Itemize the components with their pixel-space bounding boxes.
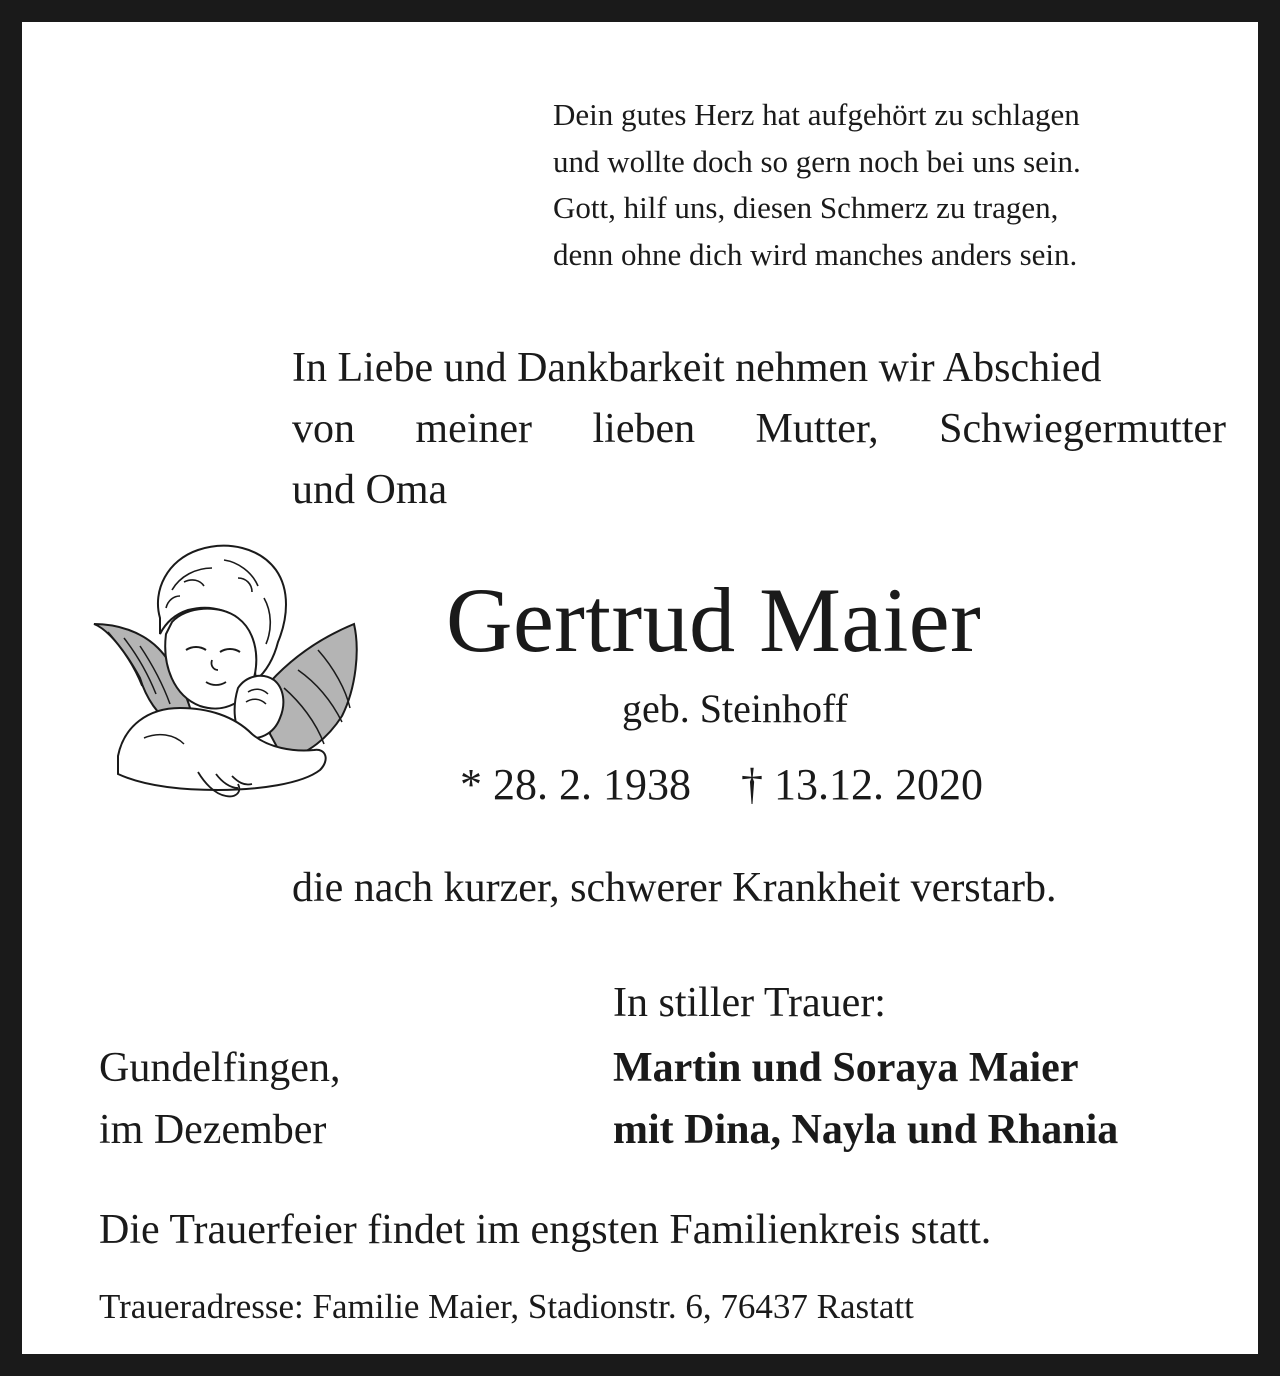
place-and-date [99,1037,340,1161]
poem-line: denn ohne dich wird manches anders sein. [553,236,1078,272]
intro-line: und Oma [292,467,448,513]
mourner-line: mit Dina, Nayla und Rhania [613,1107,1119,1153]
date-line: im Dezember [99,1107,327,1153]
cherub-angel-icon [88,538,368,808]
life-dates [460,757,983,813]
mourners-list [613,1037,1118,1161]
poem-line: Dein gutes Herz hat aufgehört zu schlagen [553,97,1080,132]
farewell-intro [292,338,1226,521]
mourning-label: In stiller Trauer: [613,980,886,1026]
maiden-name: geb. Steinhoff [622,686,848,731]
cause-of-death-text: die nach kurzer, schwerer Krankheit verstarb. [292,865,1057,911]
intro-line: In Liebe und Dankbarkeit nehmen wir Abschied [292,345,1102,391]
mourning-address: Traueradresse: Familie Maier, Stadionstr. 6, 76437 Rastatt [99,1287,914,1326]
intro-line: von meiner lieben Mutter, Schwiegermutter [292,406,1226,452]
deceased-name: Gertrud Maier [446,569,982,671]
mourner-line: Martin und Soraya Maier [613,1045,1079,1091]
poem-line: Gott, hilf uns, diesen Schmerz zu tragen, [553,190,1059,225]
poem-line: und wollte doch so gern noch bei uns sein. [553,143,1081,179]
place-line: Gundelfingen, [99,1045,341,1091]
ceremony-note: Die Trauerfeier findet im engsten Familienkreis statt. [99,1207,992,1253]
birth-date: * 28. 2. 1938 [460,760,691,809]
death-date: † 13.12. 2020 [741,760,983,809]
memorial-poem [553,92,1081,278]
